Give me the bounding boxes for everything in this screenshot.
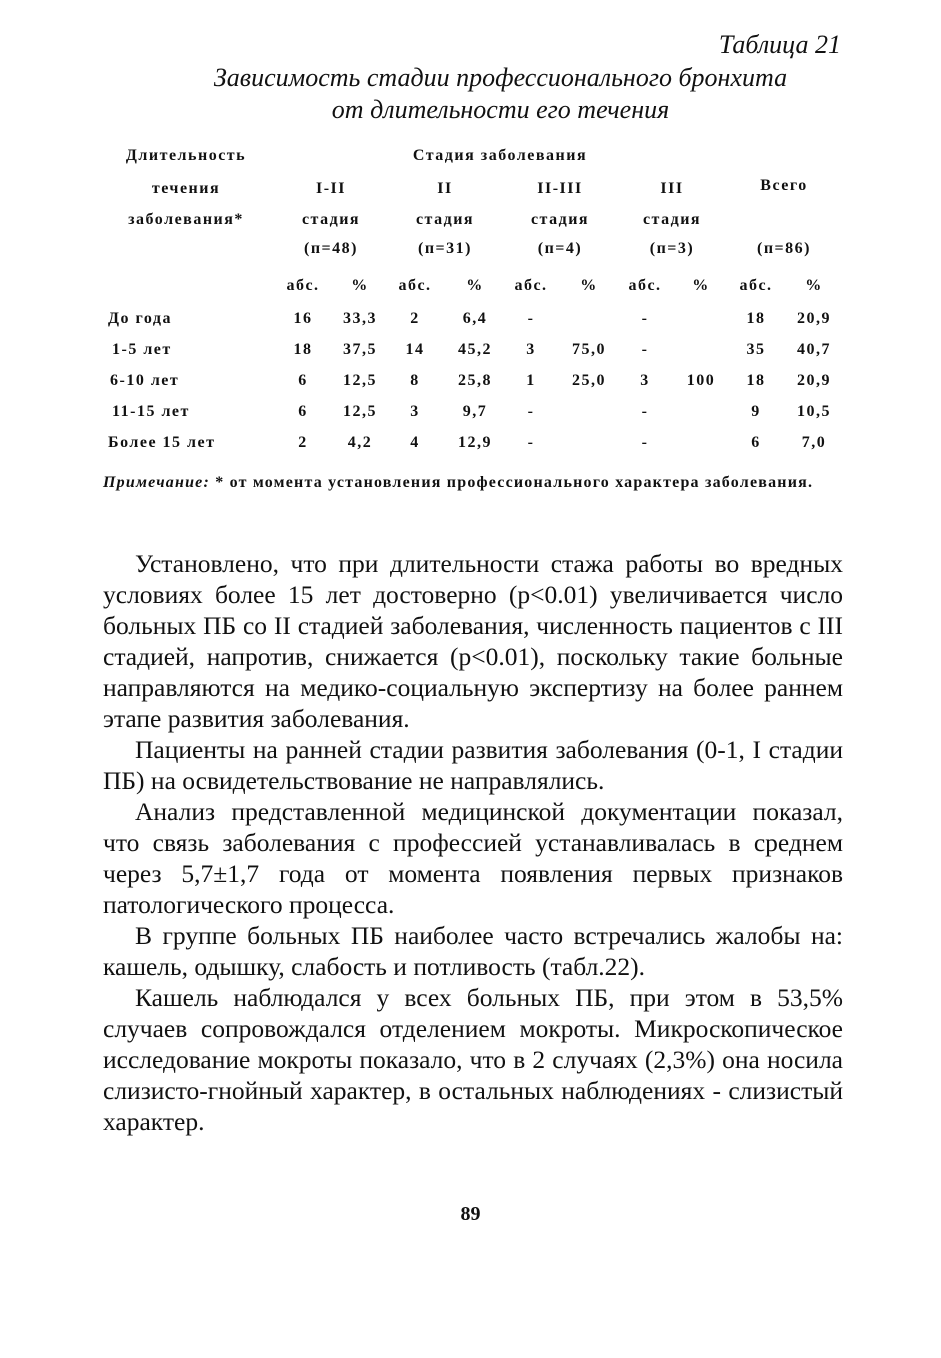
row-label: 6-10 лет — [110, 372, 180, 389]
subheader-pct: % — [805, 277, 823, 294]
table-cell: 6 — [298, 372, 308, 389]
table-cell: 6 — [298, 403, 308, 420]
table-cell: - — [641, 403, 649, 420]
table-cell: 18 — [746, 310, 766, 327]
header-stage-group: Стадия заболевания — [412, 147, 588, 164]
table-cell: 6 — [751, 434, 761, 451]
note-label: Примечание: — [103, 474, 211, 491]
header-col-name: Всего — [760, 177, 808, 194]
paragraph: Анализ представленной медицинской документации показал, что связь заболевания с профессией устанавливалась в среднем через 5,7±1,7 года от момента появления первых признаков патологического процесса. — [103, 797, 843, 919]
table-cell: 6,4 — [462, 310, 488, 327]
table-cell: 8 — [410, 372, 420, 389]
note — [103, 470, 843, 496]
subheader-pct: % — [351, 277, 369, 294]
paragraph: Кашель наблюдался у всех больных ПБ, при этом в 53,5% случаев сопровождался отделением мокроты. Микроскопическое исследование мокроты показало, что в 2 случаях (2,3%) она носила слизисто-гнойный характер, в остальных наблюдениях - слизистый характер. — [103, 983, 843, 1136]
table-cell: 4 — [410, 434, 420, 451]
table-cell: - — [641, 341, 649, 358]
table-cell: 12,5 — [343, 403, 377, 420]
row-label: Более 15 лет — [108, 434, 216, 451]
subheader-pct: % — [580, 277, 598, 294]
header-col-n: (п=48) — [304, 240, 358, 257]
subheader-pct: % — [692, 277, 710, 294]
row-label: 11-15 лет — [112, 403, 190, 420]
table-cell: 9,7 — [462, 403, 488, 420]
table-cell: - — [527, 403, 535, 420]
header-duration-line1: Длительность — [125, 147, 247, 164]
table-cell: 9 — [751, 403, 761, 420]
table-cell: 2 — [410, 310, 420, 327]
header-col-sub: стадия — [642, 211, 702, 228]
table-number: Таблица 21 — [718, 30, 841, 59]
header-duration-line2: течения — [151, 180, 221, 197]
table-title-line1: Зависимость стадии профессионального бронхита — [213, 63, 788, 92]
row-label: 1-5 лет — [112, 341, 172, 358]
subheader-abs: абс. — [398, 277, 432, 294]
table-cell: 14 — [405, 341, 425, 358]
header-col-n: (п=3) — [649, 240, 695, 257]
table-cell: 12,5 — [343, 372, 377, 389]
table-cell: 4,2 — [347, 434, 373, 451]
table-cell: 25,8 — [458, 372, 492, 389]
table-cell: 3 — [526, 341, 536, 358]
paragraph: В группе больных ПБ наиболее часто встречались жалобы на: кашель, одышку, слабость и потливость (табл.22). — [103, 921, 843, 981]
table-cell: 7,0 — [801, 434, 827, 451]
header-col-name: III — [660, 180, 684, 197]
header-col-n: (п=31) — [418, 240, 472, 257]
subheader-abs: абс. — [286, 277, 320, 294]
table-cell: 45,2 — [458, 341, 492, 358]
header-col-name: I-II — [315, 180, 347, 197]
row-label: До года — [108, 310, 173, 327]
table-cell: - — [527, 434, 535, 451]
table-cell: 3 — [410, 403, 420, 420]
table-cell: 3 — [640, 372, 650, 389]
table-cell: - — [527, 310, 535, 327]
table-cell: 12,9 — [458, 434, 492, 451]
header-col-sub: стадия — [530, 211, 590, 228]
table-cell: 33,3 — [343, 310, 377, 327]
header-col-sub: стадия — [415, 211, 475, 228]
table-cell: - — [641, 310, 649, 327]
table-cell: 35 — [746, 341, 766, 358]
header-col-n: (п=86) — [757, 240, 811, 257]
table-cell: 40,7 — [797, 341, 831, 358]
header-col-name: II — [437, 180, 453, 197]
header-col-name: II-III — [537, 180, 583, 197]
paragraph: Установлено, что при длительности стажа работы во вредных условиях более 15 лет достоверно (р<0.01) увеличивается число больных ПБ со II стадией заболевания, численность пациентов с III стадией, напротив, снижается (р<0.01), поскольку такие больные направляются на медико-социальную экспертизу на более раннем этапе развития заболевания. — [103, 549, 843, 733]
table-cell: 20,9 — [797, 310, 831, 327]
subheader-abs: абс. — [739, 277, 773, 294]
page-number: 89 — [460, 1203, 481, 1225]
body-text — [103, 548, 843, 1137]
header-duration-line3: заболевания* — [128, 211, 244, 228]
header-col-n: (п=4) — [537, 240, 583, 257]
subheader-pct: % — [466, 277, 484, 294]
table-cell: 18 — [293, 341, 313, 358]
table-cell: 1 — [526, 372, 536, 389]
note-text: * от момента установления профессионального характера заболевания. — [210, 474, 814, 491]
table-cell: 25,0 — [572, 372, 606, 389]
table-title-line2: от длительности его течения — [331, 95, 670, 124]
subheader-abs: абс. — [514, 277, 548, 294]
table-cell: 37,5 — [343, 341, 377, 358]
table-cell: 20,9 — [797, 372, 831, 389]
table-cell: 100 — [686, 372, 716, 389]
header-col-sub: стадия — [301, 211, 361, 228]
subheader-abs: абс. — [628, 277, 662, 294]
table-cell: 18 — [746, 372, 766, 389]
table-cell: 2 — [298, 434, 308, 451]
table-cell: 75,0 — [572, 341, 606, 358]
paragraph: Пациенты на ранней стадии развития заболевания (0-1, I стадии ПБ) на освидетельствование не направлялись. — [103, 735, 843, 795]
table-cell: 10,5 — [797, 403, 831, 420]
table-cell: 16 — [293, 310, 313, 327]
table-cell: - — [641, 434, 649, 451]
